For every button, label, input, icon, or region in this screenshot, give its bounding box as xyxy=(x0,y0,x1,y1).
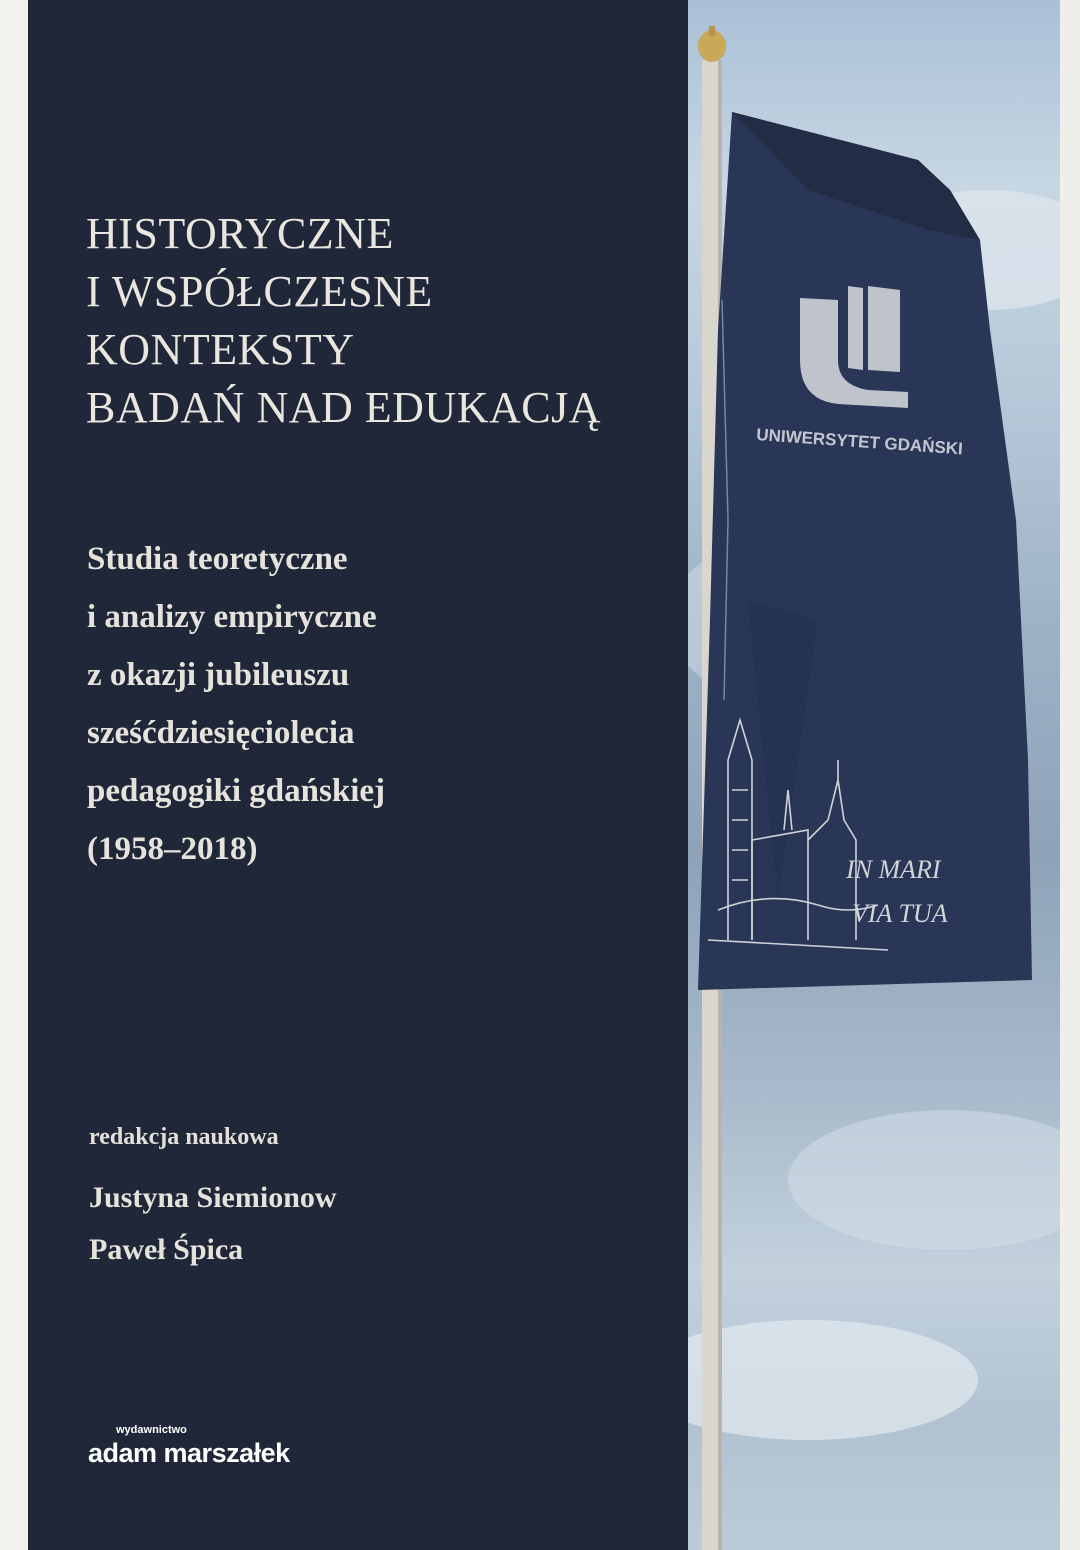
title-line: BADAŃ NAD EDUKACJĄ xyxy=(86,383,601,432)
flag-motto-line1: IN MARI xyxy=(846,855,941,884)
subtitle-line: sześćdziesięciolecia xyxy=(87,715,355,751)
flag-illustration xyxy=(688,0,1060,1550)
subtitle-line: pedagogiki gdańskiej xyxy=(87,773,385,809)
book-subtitle xyxy=(87,530,667,878)
title-line: HISTORYCZNE xyxy=(86,209,394,258)
editor-label: redakcja naukowa xyxy=(89,1124,279,1150)
title-line: I WSPÓŁCZESNE xyxy=(86,267,433,316)
cover-photo xyxy=(688,0,1060,1550)
subtitle-line: (1958–2018) xyxy=(87,831,258,867)
flag-university-text: UNIWERSYTET GDAŃSKI xyxy=(755,425,964,459)
publisher-logo xyxy=(88,1424,348,1484)
title-line: KONTEKSTY xyxy=(86,325,355,374)
flag-motto-line2: VIA TUA xyxy=(852,899,948,928)
page-edge xyxy=(1060,0,1080,1550)
editor-name: Paweł Śpica xyxy=(89,1233,244,1266)
editor-name: Justyna Siemionow xyxy=(89,1181,337,1214)
subtitle-line: Studia teoretyczne xyxy=(87,541,348,577)
book-title xyxy=(86,205,666,437)
subtitle-line: z okazji jubileuszu xyxy=(87,657,350,693)
subtitle-line: i analizy empiryczne xyxy=(87,599,377,635)
publisher-label: wydawnictwo xyxy=(116,1424,187,1436)
publisher-name: adam marszałek xyxy=(88,1438,290,1468)
editors-list xyxy=(89,1172,337,1276)
